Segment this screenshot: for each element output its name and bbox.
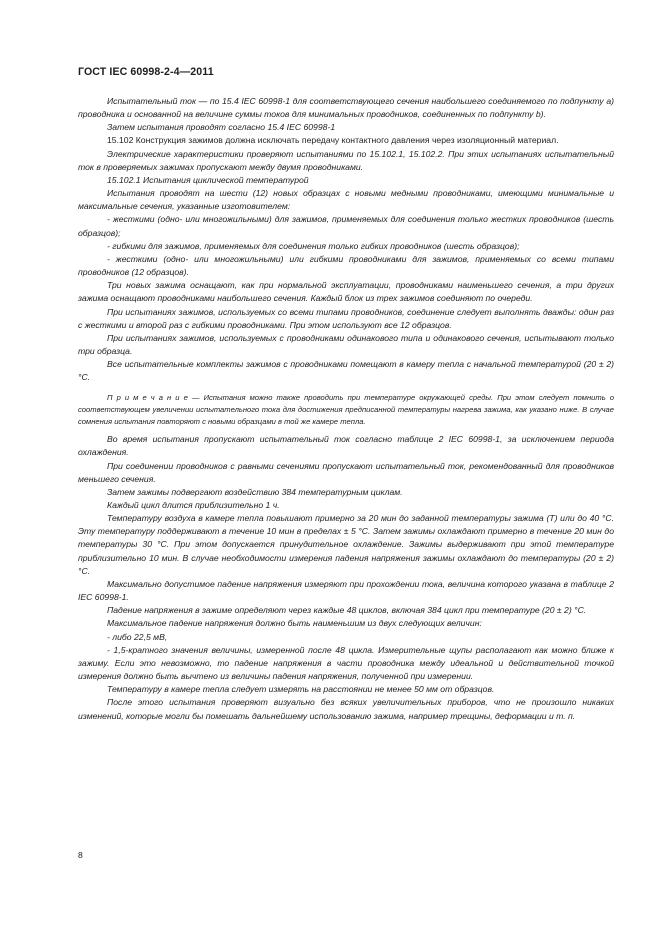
section-heading: 15.102.1 Испытания циклической температурой: [107, 174, 309, 185]
paragraph: При соединении проводников с равными сечениями пропускают испытательный ток, рекомендованный для проводников меньшего сечения.: [78, 460, 614, 484]
list-item: - гибкими для зажимов, применяемых для соединения только гибких проводников (шесть образцов);: [107, 240, 520, 251]
list-item: - либо 22,5 мВ,: [107, 631, 168, 642]
page-number: 8: [78, 850, 83, 860]
list-item: - жесткими (одно- или многожильными) для зажимов, применяемых для соединения только жестких проводников (шесть образцов);: [78, 214, 614, 238]
paragraph: Электрические характеристики проверяют испытаниями по 15.102.1, 15.102.2. При этих испытаниях испытательный ток в проверяемых зажимах пропускают между двумя проводниками.: [78, 148, 614, 172]
paragraph: 15.102 Конструкция зажимов должна исключать передачу контактного давления через изоляционный материал.: [107, 135, 559, 146]
paragraph: Максимально допустимое падение напряжения измеряют при прохождении тока, величина которого указана в таблице 2 IEC 60998-1.: [78, 578, 614, 603]
paragraph: Все испытательные комплекты зажимов с проводниками помещают в камеру тепла с начальной температурой (20 ± 2) °С.: [78, 359, 614, 383]
paragraph: Температуру воздуха в камере тепла повышают примерно за 20 мин до заданной температуры зажима (Т) или до 40 °С. Эту температуру поддерживают в течение 10 мин в пределах ± 5 °С. Затем зажимы охлаждают примерно в течение 20 мин до температуры 30 °С. При этом допускается принудительное охлаждение. Зажимы выдерживают при этой температуре приблизительно 10 мин. В случае необходимости измерения падения напряжения зажимы охлаждают до температуры (20 ± 2) °С.: [78, 513, 614, 576]
note: П р и м е ч а н и е — Испытания можно также проводить при температуре окружающей среды. При этом следует помнить о соответствующем увеличении испытательного тока для достижения предписанной температуры нагрева зажима, как указано ниже. В случае сомнения испытания повторяют с новыми образцами в той же камере тепла.: [78, 393, 614, 426]
list-item: - 1,5-кратного значения величины, измеренной после 48 цикла. Измерительные щупы располагают как можно ближе к зажиму. Если это невозможно, то падение напряжения в части проводника между идеальной и действительной точкой измерения должно быть вычтено из величины падения напряжения, полученной при измерении.: [78, 644, 614, 682]
paragraph: Каждый цикл длится приблизительно 1 ч.: [107, 500, 280, 510]
document-body: [78, 95, 614, 723]
paragraph: Затем испытания проводят согласно 15.4 IEC 60998-1: [107, 122, 336, 133]
paragraph: После этого испытания проверяют визуально без всяких увеличительных приборов, что не произошло никаких изменений, которые могли бы помешать дальнейшему использованию зажима, например трещины, деформации и т. п.: [78, 697, 614, 721]
paragraph: При испытаниях зажимов, используемых с проводниками одинакового типа и одинакового сечения, испытывают только три образца.: [78, 332, 614, 356]
list-item: - жесткими (одно- или многожильными) или гибкими проводниками для зажимов, применяемых со всеми типами проводников (12 образцов).: [78, 253, 614, 278]
paragraph: Испытательный ток — по 15.4 IEC 60998-1 для соответствующего сечения наибольшего соединяемого по подпункту а) проводника и основанной на величине суммы токов для минимальных проводников, соединенных по подпункту b).: [78, 96, 614, 120]
document-header: ГОСТ IEC 60998-2-4—2011: [78, 66, 214, 78]
paragraph: Испытания проводят на шести (12) новых образцах с новыми медными проводниками, имеющими минимальные и максимальные сечения, указанные изготовителем:: [78, 188, 614, 212]
paragraph: Затем зажимы подвергают воздействию 384 температурным циклам.: [107, 486, 403, 497]
paragraph: При испытаниях зажимов, используемых со всеми типами проводников, соединение следует выполнять дважды: один раз с жесткими и второй раз с гибкими проводниками. При этом используют все 12 образцов.: [78, 306, 614, 330]
paragraph: Температуру в камере тепла следует измерять на расстоянии не менее 50 мм от образцов.: [107, 684, 495, 695]
paragraph: Максимальное падение напряжения должно быть наименьшим из двух следующих величин:: [107, 618, 482, 629]
paragraph: Падение напряжения в зажиме определяют через каждые 48 циклов, включая 384 цикл при температуре (20 ± 2) °С.: [107, 605, 587, 616]
paragraph: Три новых зажима оснащают, как при нормальной эксплуатации, проводниками наименьшего сечения, а три других зажима оснащают проводниками наибольшего сечения. Каждый блок из трех зажимов соединяют по очереди.: [78, 280, 614, 304]
paragraph: Во время испытания пропускают испытательный ток согласно таблице 2 IEC 60998-1, за исключением периода охлаждения.: [78, 434, 614, 458]
